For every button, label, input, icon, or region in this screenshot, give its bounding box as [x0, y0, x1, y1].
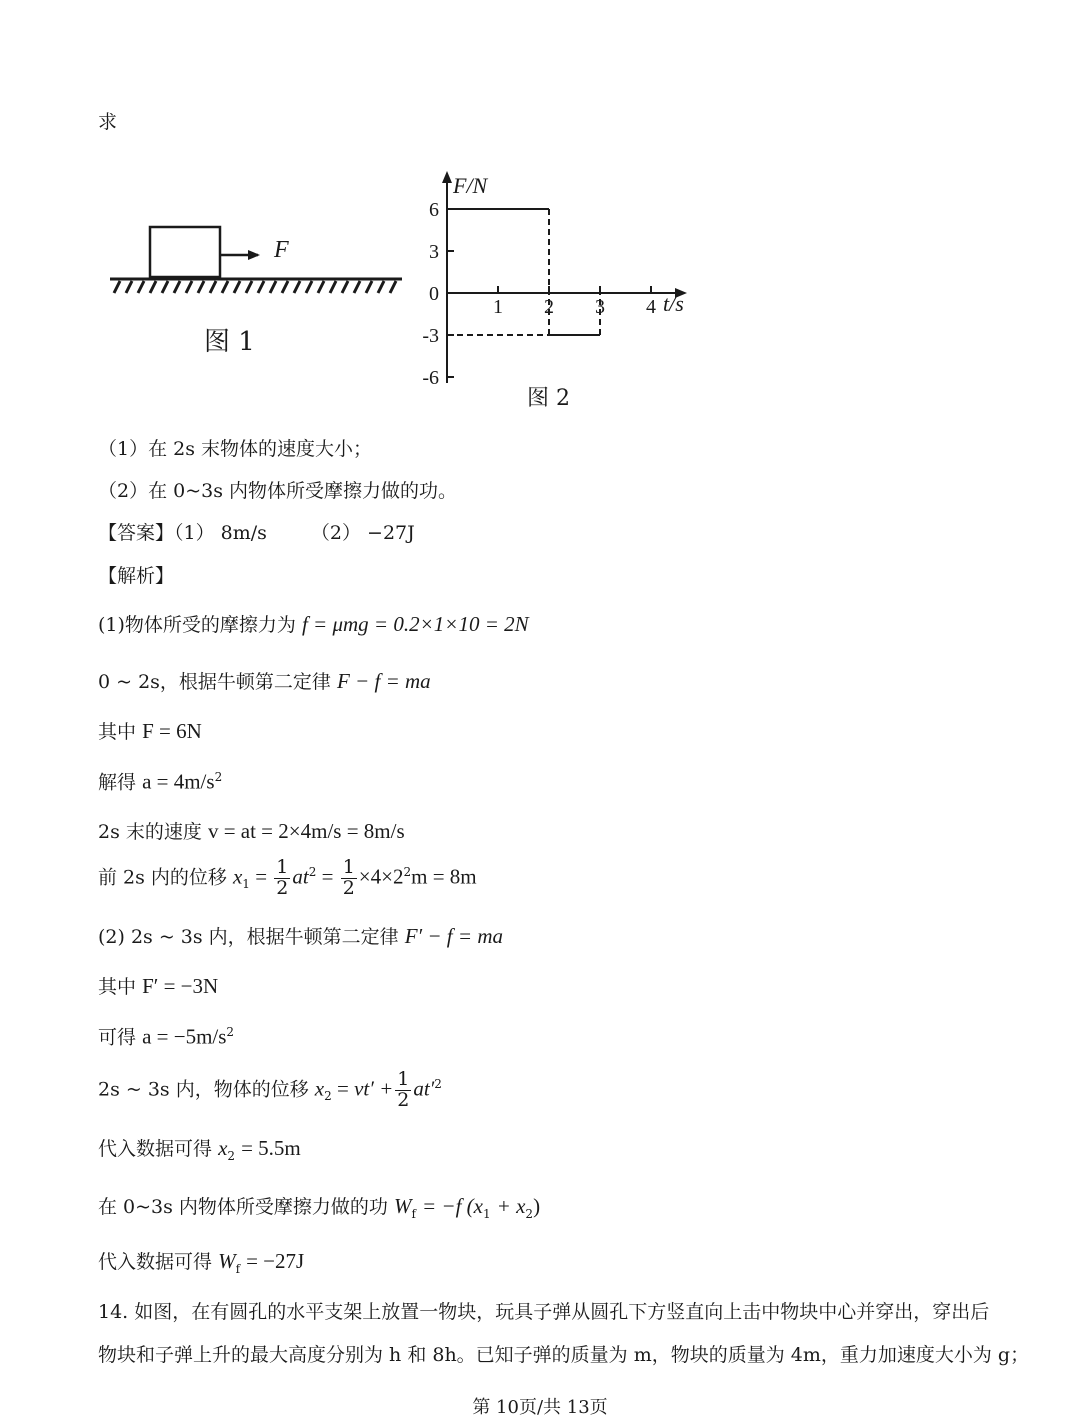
s5-text: 2s 末的速度 [98, 821, 202, 843]
s12-var: W [393, 1194, 412, 1218]
s10-text: 2s ~ 3s 内，物体的位移 [98, 1078, 309, 1101]
hatch-mark [138, 281, 144, 293]
hatch-mark [174, 281, 180, 293]
s8-equation: F′ = −3N [142, 974, 219, 998]
s11-text: 代入数据可得 [98, 1138, 213, 1160]
s7-text: (2) 2s ~ 3s 内，根据牛顿第二定律 [98, 926, 399, 948]
solution-step-10: 2s ~ 3s 内，物体的位移 $x_2 = vt'$ + $\frac{1}{2}$ $at'^2$ [98, 1068, 442, 1111]
s6-sub: 1 [242, 877, 250, 892]
hatch-mark [162, 281, 168, 293]
s5-equation: v = at = 2×4m/s = 8m/s [207, 819, 405, 843]
fraction-half: $\frac{1}{2}$ [276, 856, 289, 899]
s3-equation: F = 6N [142, 719, 202, 743]
solution-step-13 [98, 1251, 304, 1275]
s10-end: at′ [413, 1076, 435, 1101]
x-tick-label: 3 [595, 296, 605, 318]
fraction-half-3: $\frac{1}{2}$ [397, 1068, 410, 1111]
question-1: （1）在 2s 末物体的速度大小； [98, 438, 373, 460]
question-2: （2）在 0~3s 内物体所受摩擦力做的功。 [98, 480, 458, 502]
solution-step-6: 前 2s 内的位移 $x_1$ = $\frac{1}{2}$ $at^2$ = $\frac{1}{2}$ $\times 4\times 2^2m = 8m$ [98, 856, 477, 899]
solution-step-7 [98, 926, 503, 947]
s12-eq: = −f (x [421, 1194, 483, 1218]
hatch-mark [306, 281, 312, 293]
y-axis-arrow [442, 171, 452, 183]
answer-2: （2） −27J [310, 522, 415, 544]
force-arrow-head [248, 250, 260, 260]
solution-step-5 [98, 821, 405, 842]
s11-var: x [218, 1136, 228, 1160]
hatch-mark [258, 281, 264, 293]
hatch-mark [222, 281, 228, 293]
s4-equation: a = 4m/s [142, 769, 215, 794]
solution-step-9 [98, 1026, 234, 1047]
s12-sub: f [411, 1206, 416, 1221]
hatch-mark [342, 281, 348, 293]
s6-text: 前 2s 内的位移 [98, 866, 227, 889]
y-tick-label: 6 [429, 199, 439, 221]
s6-lhs: x [232, 864, 243, 889]
fig2-caption: 图 2 [527, 386, 570, 411]
s10-lhs: x [314, 1076, 325, 1101]
hatch-mark [354, 281, 360, 293]
figure-2-chart [405, 165, 705, 415]
x-tick-label: 4 [646, 296, 656, 318]
s4-text: 解得 [98, 771, 137, 794]
s1-equation: f = μmg = 0.2×1×10 = 2N [301, 612, 529, 636]
page-footer: 第 10页/共 13页 [472, 1397, 608, 1418]
hatch-mark [114, 281, 120, 293]
hatch-mark [150, 281, 156, 293]
force-label: F [274, 237, 289, 263]
y-tick-label: -6 [422, 367, 439, 389]
s7-equation: F′ − f = ma [404, 924, 503, 948]
fraction-half-2: $\frac{1}{2}$ [342, 856, 355, 899]
hatch-mark [270, 281, 276, 293]
fig1-caption: 图 1 [204, 327, 255, 357]
s10-mid: vt′ + [354, 1076, 394, 1101]
solution-step-1 [98, 614, 529, 635]
s2-equation: F − f = ma [336, 669, 431, 693]
s12-mid: + x [496, 1194, 526, 1218]
hatch-mark [330, 281, 336, 293]
s6-mid-exp: 2 [308, 865, 317, 880]
block [150, 227, 220, 277]
x-axis-label: t/s [663, 291, 684, 316]
hatch-mark [294, 281, 300, 293]
ground-hatching [114, 281, 396, 293]
hatch-mark [246, 281, 252, 293]
s10-sub: 2 [324, 1089, 332, 1104]
answer-1: （1） 8m/s [174, 522, 267, 544]
hatch-mark [186, 281, 192, 293]
question-14-line-1: 14. 如图，在有圆孔的水平支架上放置一物块，玩具子弹从圆孔下方竖直向上击中物块中心并穿出，穿出后 [98, 1301, 990, 1323]
solution-step-3 [98, 721, 202, 742]
x-tick-label: 2 [544, 296, 554, 318]
s12-sub2: 1 [482, 1206, 491, 1221]
hatch-mark [366, 281, 372, 293]
solution-step-4 [98, 771, 222, 792]
s3-text: 其中 [98, 721, 137, 743]
solution-step-8 [98, 976, 218, 997]
s12-sub3: 2 [525, 1206, 534, 1221]
hatch-mark [390, 281, 396, 293]
s13-var: W [218, 1249, 236, 1273]
hatch-mark [318, 281, 324, 293]
s2-text: 0 ~ 2s，根据牛顿第二定律 [98, 671, 331, 693]
s4-exponent: 2 [214, 770, 223, 784]
s13-sub: f [235, 1261, 241, 1276]
s9-text: 可得 [98, 1026, 137, 1049]
hatch-mark [378, 281, 384, 293]
y-axis-label: F/N [453, 173, 488, 198]
answer-line [98, 524, 415, 543]
analysis-tag: 【解析】 [98, 565, 175, 587]
s6-rhs: ×4×2 [358, 864, 404, 889]
force-series [447, 209, 600, 335]
question-14-line-2: 物块和子弹上升的最大高度分别为 h 和 8h。已知子弹的质量为 m，物块的质量为 4m，重力加速度大小为 g； [98, 1344, 1030, 1366]
s11-sub: 2 [227, 1148, 236, 1163]
s1-text: (1)物体所受的摩擦力为 [98, 614, 296, 636]
x-tick-label: 1 [493, 296, 503, 318]
answer-tag: 【答案】 [98, 522, 175, 544]
solution-step-12 [98, 1196, 540, 1220]
s13-text: 代入数据可得 [98, 1251, 213, 1273]
y-tick-label: 0 [429, 283, 439, 305]
s6-end: m = 8m [411, 864, 477, 889]
hatch-mark [126, 281, 132, 293]
s8-text: 其中 [98, 976, 137, 998]
solution-step-2 [98, 671, 431, 692]
hatch-mark [234, 281, 240, 293]
s9-equation: a = −5m/s [142, 1024, 227, 1049]
x-ticks [493, 286, 656, 318]
s6-rhs-exp: 2 [403, 865, 412, 880]
y-tick-label: -3 [422, 325, 439, 347]
s10-exp: 2 [434, 1077, 442, 1092]
hatch-mark [282, 281, 288, 293]
s9-exponent: 2 [226, 1025, 235, 1039]
s13-equation: = −27J [246, 1249, 305, 1273]
s11-equation: = 5.5m [241, 1136, 301, 1160]
hatch-mark [210, 281, 216, 293]
y-tick-label: 3 [429, 241, 439, 263]
intro-text: 求 [98, 111, 118, 133]
solution-step-11 [98, 1138, 301, 1162]
hatch-mark [198, 281, 204, 293]
s12-close: ) [533, 1194, 541, 1218]
s6-mid: at [292, 864, 309, 889]
s12-text: 在 0~3s 内物体所受摩擦力做的功 [98, 1196, 388, 1218]
figure-1 [100, 215, 410, 365]
